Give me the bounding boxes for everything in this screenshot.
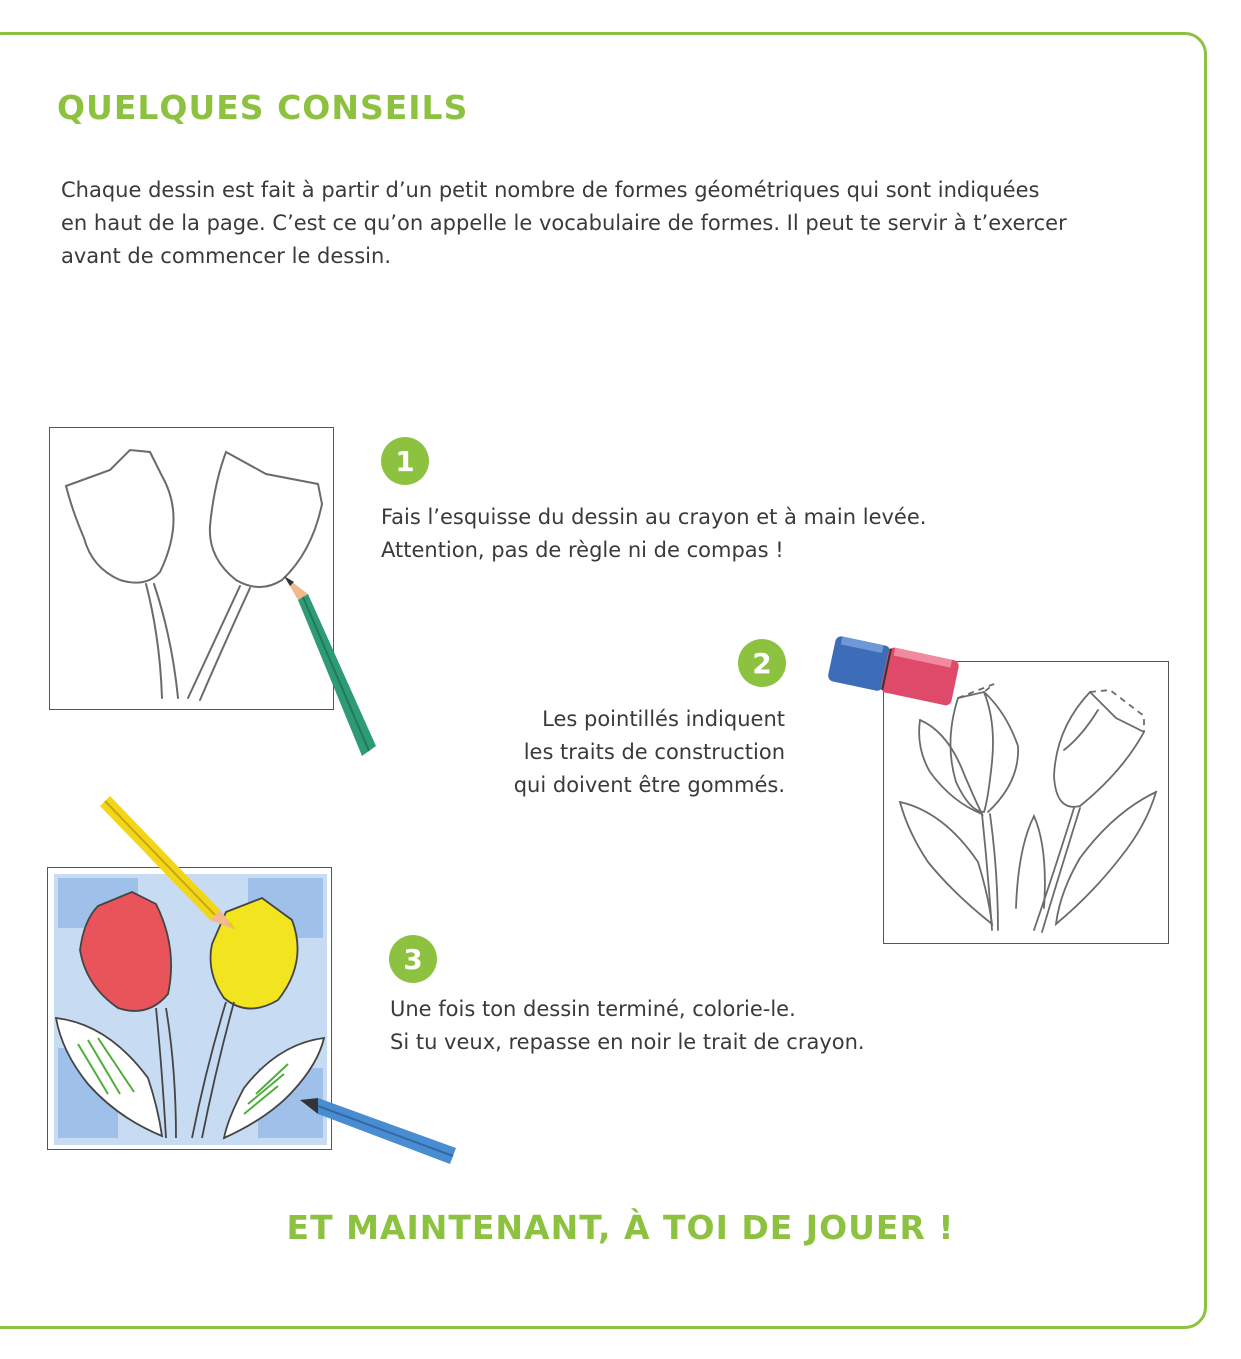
- step-1-text: [381, 501, 926, 567]
- intro-line: avant de commencer le dessin.: [61, 244, 392, 268]
- step-2-line: les traits de construction: [523, 740, 785, 764]
- step-2-line: Les pointillés indiquent: [542, 707, 785, 731]
- eraser-icon: [822, 628, 966, 718]
- blue-pencil-icon: [296, 1092, 460, 1172]
- intro-line: Chaque dessin est fait à partir d’un petit nombre de formes géométriques qui sont indiquées: [61, 178, 1040, 202]
- step-2-badge: 2: [738, 639, 786, 687]
- footer-title: ET MAINTENANT, À TOI DE JOUER !: [286, 1208, 955, 1247]
- step-2-text: [440, 703, 785, 802]
- intro-line: en haut de la page. C’est ce qu’on appelle le vocabulaire de formes. Il peut te servir à t’exercer: [61, 211, 1067, 235]
- intro-paragraph: [61, 174, 1071, 273]
- step-1-badge: 1: [381, 437, 429, 485]
- step-3-line: Si tu veux, repasse en noir le trait de crayon.: [390, 1030, 865, 1054]
- pencil-icon: [278, 570, 388, 770]
- step-2-line: qui doivent être gommés.: [513, 773, 785, 797]
- step-1-line: Fais l’esquisse du dessin au crayon et à main levée.: [381, 505, 927, 529]
- page-title: QUELQUES CONSEILS: [57, 88, 469, 127]
- step-3-line: Une fois ton dessin terminé, colorie-le.: [390, 997, 796, 1021]
- step-3-badge: 3: [389, 935, 437, 983]
- step-3-text: [390, 993, 865, 1059]
- yellow-pencil-icon: [94, 794, 244, 934]
- step-1-line: Attention, pas de règle ni de compas !: [381, 538, 784, 562]
